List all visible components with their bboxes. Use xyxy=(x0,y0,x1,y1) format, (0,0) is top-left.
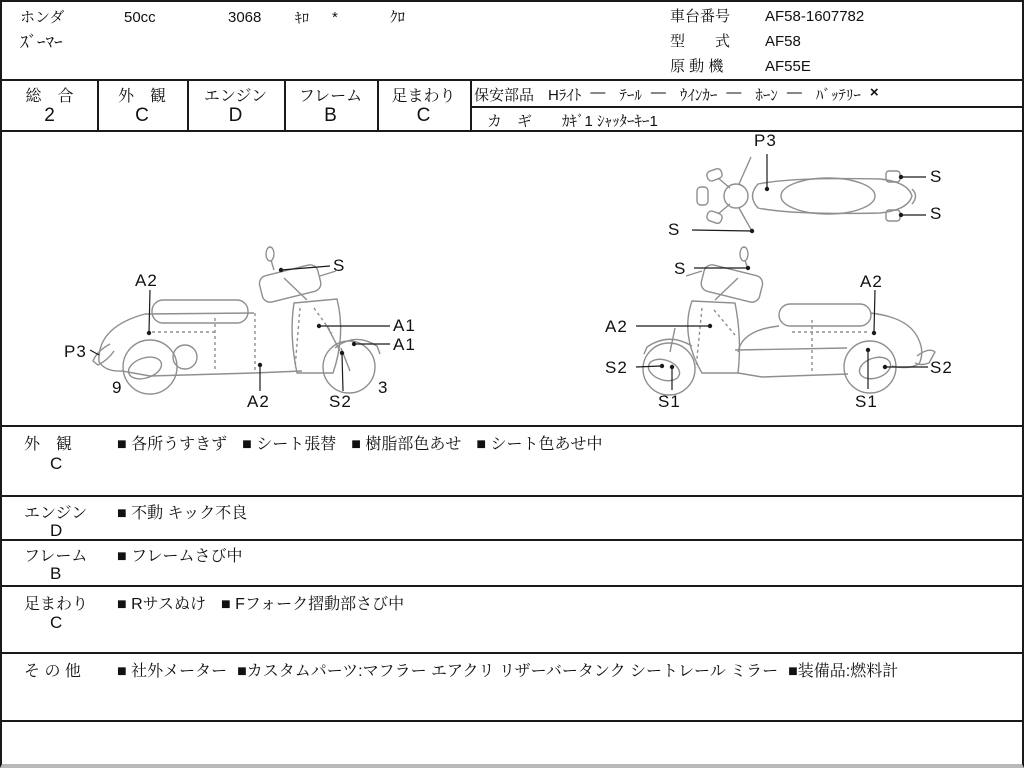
mileage-value: 3068 xyxy=(228,9,262,26)
condition-item: ■ フレームさび中 xyxy=(117,548,243,565)
section-label: 足まわり xyxy=(24,596,89,613)
section-label: 外 観 xyxy=(24,436,73,453)
key-label: カ ギ xyxy=(487,113,533,130)
diagram-label-s2: S2 xyxy=(329,392,352,411)
section-items xyxy=(117,591,404,614)
model-code-value: AF58 xyxy=(765,33,801,50)
condition-item: ■ 各所うすきず xyxy=(117,436,228,453)
grade-label: 外 観 xyxy=(117,88,166,105)
grade-cell-undercarriage xyxy=(377,79,470,132)
scooter-right-view-drawing xyxy=(643,247,935,395)
safety-item-taillight xyxy=(619,84,666,105)
displacement: 50cc xyxy=(124,9,156,26)
chassis-label: 車台番号 xyxy=(670,8,731,25)
safety-parts-box xyxy=(470,79,1024,132)
diagram-label-p3: P3 xyxy=(64,342,87,361)
diagram-label-s: S xyxy=(674,259,687,278)
grade-cell-exterior xyxy=(97,79,187,132)
safety-parts-row xyxy=(474,84,879,105)
safety-item-status: — xyxy=(650,84,666,101)
condition-item: ■装備品:燃料計 xyxy=(788,663,899,680)
grade-cell-engine xyxy=(187,79,284,132)
divider xyxy=(2,585,1024,587)
section-grade: C xyxy=(50,613,63,632)
section-grade: D xyxy=(50,521,63,540)
section-items xyxy=(117,500,247,523)
grade-label: フレーム xyxy=(298,88,363,105)
safety-item-status: — xyxy=(726,84,742,101)
safety-item-headlight xyxy=(548,84,605,105)
diagram-label-9: 9 xyxy=(112,378,123,397)
engine-code-value: AF55E xyxy=(765,58,811,75)
mileage-mark: * xyxy=(332,9,338,26)
grade-label: 足まわり xyxy=(391,88,456,105)
key-value: ｶｷﾞ1 ｼｬｯﾀｰｷｰ1 xyxy=(562,113,658,130)
grade-label: 総 合 xyxy=(25,88,74,105)
grade-value: C xyxy=(416,105,431,126)
grade-cell-overall xyxy=(2,79,97,132)
section-items xyxy=(117,658,898,681)
diagram-label-3: 3 xyxy=(378,378,389,397)
diagram-label-s1: S1 xyxy=(855,392,878,411)
mileage-unit: ｷﾛ xyxy=(295,10,309,26)
condition-item: ■ シート張替 xyxy=(242,436,337,453)
condition-item: ■ 不動 キック不良 xyxy=(117,505,248,522)
condition-item: ■ 樹脂部色あせ xyxy=(351,436,462,453)
section-items xyxy=(117,543,242,566)
diagram-label-a2: A2 xyxy=(247,392,270,411)
engine-code-label: 原 動 機 xyxy=(670,58,724,75)
divider xyxy=(2,539,1024,541)
section-grade: B xyxy=(50,564,62,583)
section-grade: C xyxy=(50,454,63,473)
section-label: エンジン xyxy=(24,505,88,522)
grade-value: 2 xyxy=(44,105,55,126)
divider xyxy=(2,425,1024,427)
safety-item-winker xyxy=(680,84,742,105)
safety-item-horn xyxy=(755,84,802,105)
condition-item: ■ シート色あせ中 xyxy=(476,436,603,453)
diagram-label-a1: A1 xyxy=(393,316,416,335)
diagram-label-s: S xyxy=(930,204,943,223)
damage-diagram xyxy=(2,130,1024,425)
maker-name: ホンダ xyxy=(20,9,65,26)
diagram-label-a2: A2 xyxy=(135,271,158,290)
key-row xyxy=(487,110,658,131)
grade-value: B xyxy=(324,105,337,126)
color-code: ｸﾛ xyxy=(390,9,406,26)
divider xyxy=(470,106,1024,108)
condition-item: ■ Fフォーク摺動部さび中 xyxy=(221,596,405,613)
model-code-label: 型 式 xyxy=(670,33,731,50)
diagram-label-s: S xyxy=(930,167,943,186)
scooter-top-view-drawing xyxy=(697,157,916,233)
diagram-label-s1: S1 xyxy=(658,392,681,411)
diagram-label-s: S xyxy=(333,256,346,275)
condition-item: ■ 社外メーター xyxy=(117,663,228,680)
diagram-label-s2: S2 xyxy=(930,358,953,377)
divider xyxy=(2,495,1024,497)
safety-item-battery xyxy=(816,84,879,105)
diagram-label-a2: A2 xyxy=(860,272,883,291)
safety-item-name: ﾃｰﾙ xyxy=(619,87,642,104)
condition-item: ■ Rサスぬけ xyxy=(117,596,207,613)
divider xyxy=(2,720,1024,722)
safety-item-name: ﾊﾞｯﾃﾘｰ xyxy=(815,87,861,104)
safety-item-name: ｳｲﾝｶｰ xyxy=(679,87,718,104)
safety-item-status: — xyxy=(786,84,802,101)
chassis-number: AF58-1607782 xyxy=(765,8,865,25)
divider xyxy=(2,652,1024,654)
diagram-label-a2: A2 xyxy=(605,317,628,336)
grade-label: エンジン xyxy=(203,88,268,105)
section-items xyxy=(117,431,603,454)
model-name: ｽﾞｰﾏｰ xyxy=(20,33,63,52)
grade-cell-frame xyxy=(284,79,377,132)
diagram-label-p3: P3 xyxy=(754,131,777,150)
safety-item-name: Hﾗｲﾄ xyxy=(548,87,582,104)
section-label: フレーム xyxy=(24,548,88,565)
safety-item-status: — xyxy=(590,84,606,101)
diagram-label-a1: A1 xyxy=(393,335,416,354)
safety-item-name: ﾎｰﾝ xyxy=(755,87,778,104)
diagram-label-s: S xyxy=(668,220,681,239)
condition-item: ■カスタムパーツ:マフラー エアクリ リザーバータンク シートレール ミラー xyxy=(237,663,779,680)
section-label: そ の 他 xyxy=(24,663,81,680)
safety-item-status: × xyxy=(869,84,879,101)
safety-parts-label: 保安部品 xyxy=(474,87,535,104)
diagram-label-s2: S2 xyxy=(605,358,628,377)
grade-value: D xyxy=(228,105,243,126)
grade-value: C xyxy=(135,105,149,126)
